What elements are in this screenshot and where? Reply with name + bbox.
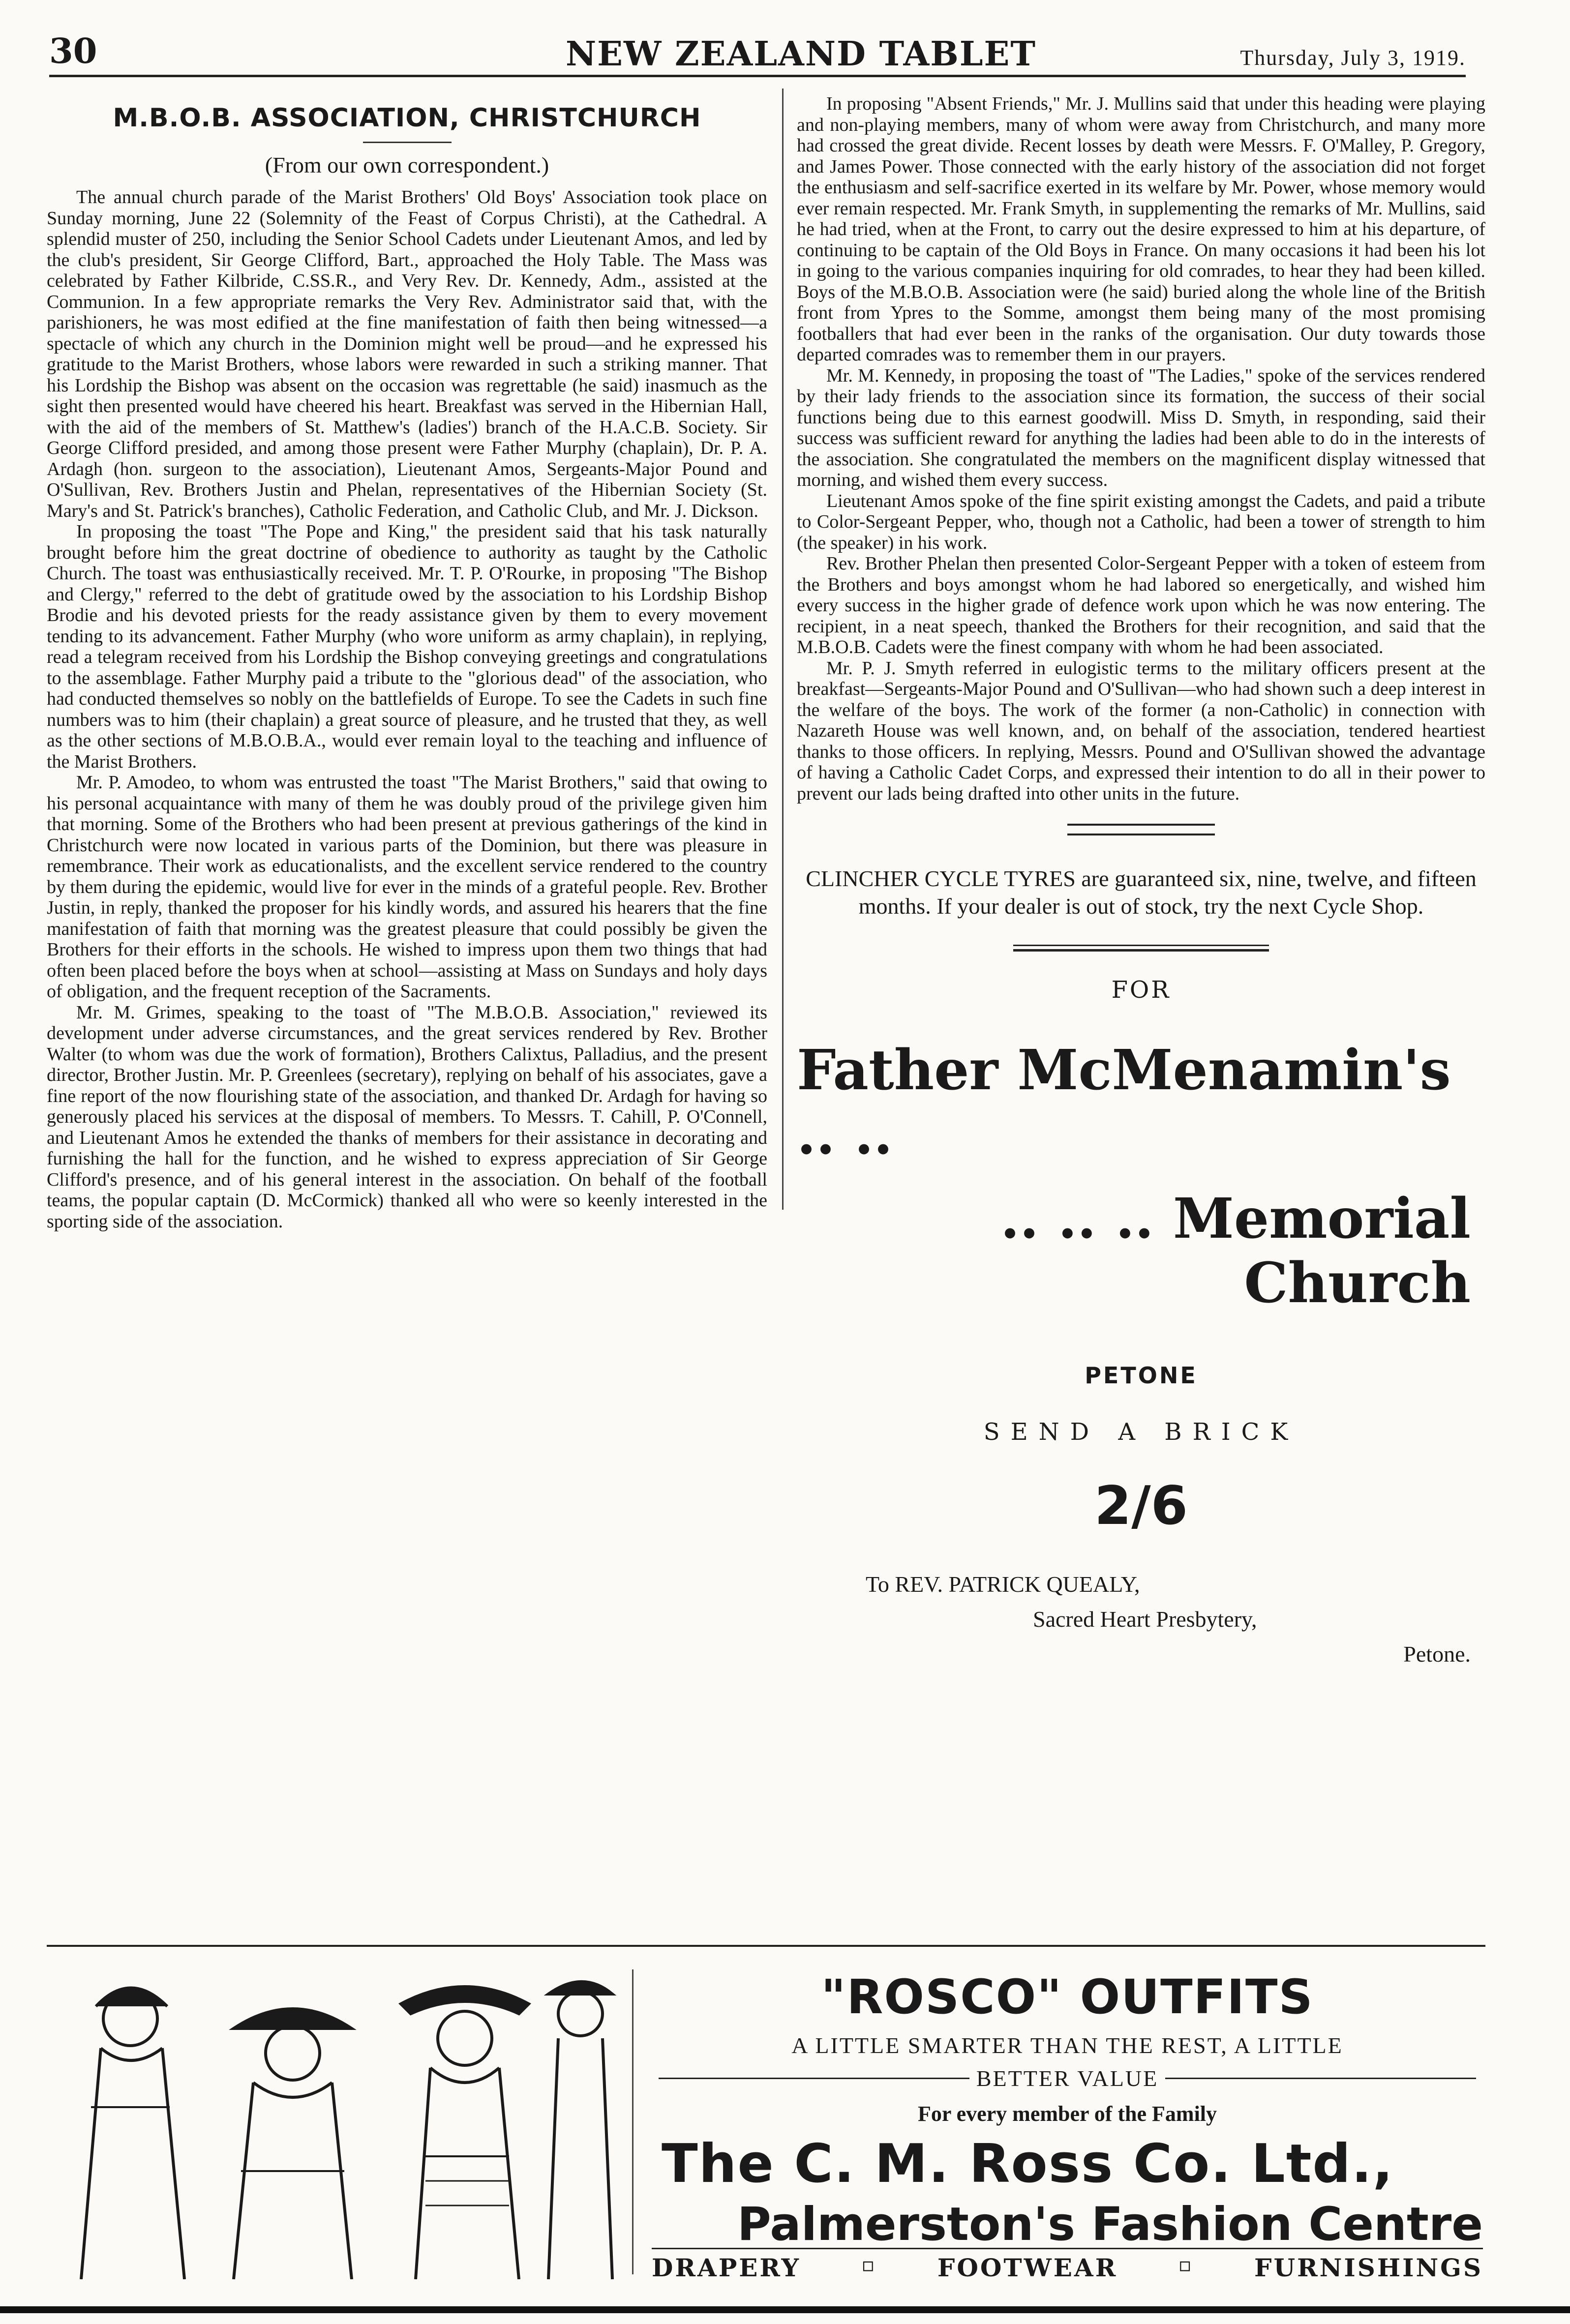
rosco-outfits-ad [47,1960,1485,2289]
ad-price: 2/6 [1094,1475,1188,1537]
article-paragraph: Mr. M. Kennedy, in proposing the toast of "The Ladies," spoke of the services rendered by their lady friends to the association since its formation, the success of their social functions being due to this earnest goodwill. Miss D. Smyth, in responding, said their success was sufficient reward for anything the ladies had been able to do in the interests of the association. She congratulated the members on the magnificent display witnessed that morning, and wished them every success. [797,365,1485,490]
ad-for-label: FOR [1111,976,1171,1004]
bullet-icon: ▫ [1178,2253,1194,2276]
category-drapery: DRAPERY [652,2253,801,2282]
figure-woman-left [81,1988,184,2280]
article-paragraph: Mr. P. J. Smyth referred in eulogistic terms to the military officers present at the breakfast—Sergeants-Major Pound and O'Sullivan—who had shown such a deep interest in the welfare of the boys. The work of the former (a non-Catholic) in connection with Nazareth House was well known, and, on behalf of the association, tendered heartiest thanks to those officers. In replying, Messrs. Pound and O'Sullivan showed the advantage of having a Catholic Cadet Corps, and expressed their intention to do all in their power to prevent our lads being drafted into other units in the future. [797,657,1485,804]
masthead [49,26,1466,77]
rosco-title: "ROSCO" OUTFITS [821,1969,1314,2025]
article-title: M.B.O.B. ASSOCIATION, CHRISTCHURCH [113,103,701,133]
memorial-church-ad [797,976,1485,1665]
article-paragraph: Lieutenant Amos spoke of the fine spirit existing amongst the Cadets, and paid a tribute to Color-Sergeant Pepper, who, though not a Catholic, had been a tower of strength to him (the speaker) in his work. [797,490,1485,553]
article-paragraph: In proposing "Absent Friends," Mr. J. Mullins said that under this heading were playing and non-playing members, many of whom were away from Christchurch, and many more had crossed the great divide. Recent losses by death were Messrs. F. O'Malley, P. Gregory, and James Power. Those connected with the early history of the association did not forget the enthusiasm and self-sacrifice exerted in its welfare by Mr. Power, whose memory would ever remain respected. Mr. Frank Smyth, in supplementing the remarks of Mr. Mullins, said he had tried, when at the Front, to carry out the desire expressed to him at his departure, of continuing to be captain of the Old Boys in France. On many occasions it had been his lot in going to the various companies inquiring for old comrades, to hear they had been killed. Boys of the M.B.O.B. Association were (he said) buried along the whole line of the British front from Ypres to the Somme, amongst them being many of the most promising footballers that had ever been in the ranks of the organisation. Our duty towards those departed comrades was to remember them in our prayers. [797,93,1485,365]
title-rule [363,142,452,143]
issue-date: Thursday, July 3, 1919. [1240,46,1466,70]
article-paragraph: In proposing the toast "The Pope and King," the president said that his task naturally brought before him the great doctrine of obedience to authority as taught by the Catholic Church. The toast was enthusiastically received. Mr. T. P. O'Rourke, in proposing "The Bishop and Clergy," referred to the debt of gratitude owed by the association to his Lordship Bishop Brodie and his devoted priests for the ready assistance given by them to every movement tending to its advancement. Father Murphy (who wore uniform as army chaplain), in replying, read a telegram received from his Lordship the Bishop conveying greetings and congratulations to the assemblage. Father Murphy paid a tribute to the "glorious dead" of the association, who had conducted themselves so nobly on the battlefields of Europe. To see the Cadets in such fine numbers was to him (their chaplain) a great source of pleasure, and he trusted that they, as well as the other sections of M.B.O.B.A., would ever remain loyal to the teaching and influence of the Marist Brothers. [47,521,767,772]
page-number: 30 [49,30,97,71]
rosco-tagline-2-row [652,2065,1483,2091]
category-furnishings: FURNISHINGS [1254,2253,1483,2282]
article-paragraph: Mr. P. Amodeo, to whom was entrusted the toast "The Marist Brothers," said that owing to his personal acquaintance with many of them he was doubly proud of the privilege given him that morning. Some of the Brothers who had been present at previous gatherings of the kind in Christchurch were now located in various parts of the Dominion, but there was pleasure in remembrance. Their work as educationalists, and the excellent service rendered to the country by them during the epidemic, would live for ever in the minds of a grateful people. Rev. Brother Justin, in reply, thanked the proposer for his kindly words, and assured his hearers that the fine manifestation of faith that morning was the greatest pleasure that could possibly be given the Brothers for their efforts in the schools. He wished to impress upon them two things that had often been placed before the boys when at school—assisting at Mass on Sundays and holy days of obligation, and the frequent reception of the Sacraments. [47,772,767,1002]
article-paragraph: Rev. Brother Phelan then presented Color-Sergeant Pepper with a token of esteem from the Brothers and boys amongst whom he had labored so energetically, and wished him every success in the higher grade of defence work upon which he was now entering. The recipient, in a neat speech, thanked the Brothers for their recognition, and said that the M.B.O.B. Cadets were the finest company with whom he had been associated. [797,553,1485,657]
rosco-tagline-2: BETTER VALUE [976,2066,1159,2091]
fashion-illustration [47,1960,617,2279]
bullet-icon: ▫ [861,2253,877,2276]
rosco-fashion-centre: Palmerston's Fashion Centre [737,2198,1483,2251]
figure-woman-far-right [548,1982,612,2279]
ad-presbytery: Sacred Heart Presbytery, [1033,1607,1257,1632]
rule-right [1165,2078,1476,2079]
figure-woman-center [234,2009,352,2279]
rule-left [659,2078,969,2079]
article-paragraph: Mr. M. Grimes, speaking to the toast of "The M.B.O.B. Association," reviewed its development under adverse circumstances, and the great services rendered by Rev. Brother Walter (to whom was due the work of formation), Brothers Calixtus, Palladius, and the present director, Brother Justin. Mr. P. Greenlees (secretary), replying on behalf of his associates, gave a fine report of the now flourishing state of the association, and thanked Dr. Ardagh for having so generously placed his services at the disposal of members. To Messrs. T. Cahill, P. O'Connell, and Lieutenant Amos he extended the thanks of members for their assistance in decorating and furnishing the hall for the function, and he wished to express appreciation of Sir George Clifford's presence, and of his general interest in the association. On behalf of the football teams, the popular captain (D. McCormick) thanked all who were so keenly interested in the sporting side of the association. [47,1002,767,1232]
column-divider [782,89,784,1210]
ad-divider [632,1969,634,2274]
page-bottom-rule [0,2306,1570,2313]
ad-headline-1: Father McMenamin's .. .. [797,1038,1451,1167]
article-body [47,187,767,1232]
category-footwear: FOOTWEAR [937,2253,1118,2282]
ad-place: PETONE [1085,1362,1198,1389]
tyres-notice: CLINCHER CYCLE TYRES are guaranteed six, nine, twelve, and fifteen months. If your dealer is out of stock, try the next Cycle Shop. [806,866,1477,919]
section-rule [47,1945,1485,1947]
ad-town: Petone. [1403,1641,1471,1667]
ad-recipient: To REV. PATRICK QUEALY, [866,1572,1140,1597]
rosco-company: The C. M. Ross Co. Ltd., [662,2133,1394,2195]
article-paragraph: The annual church parade of the Marist Brothers' Old Boys' Association took place on Sunday morning, June 22 (Solemnity of the Feast of Corpus Christi), at the Cathedral. A splendid muster of 250, including the Senior School Cadets under Lieutenant Amos, and led by the club's president, Sir George Clifford, Bart., approached the Holy Table. The Mass was celebrated by Father Kilbride, C.SS.R., and Very Rev. Dr. Kennedy, Adm., assisted at the Communion. In a few appropriate remarks the Very Rev. Administrator said that, with the parishioners, he was most edified at the fine manifestation of faith then being witnessed—a spectacle of which any church in the Dominion might well be proud—and he expressed his gratitude to the Marist Brothers, whose labors were rewarded in such a striking manner. That his Lordship the Bishop was absent on the occasion was regrettable (he said) inasmuch as the sight then presented would have cheered his heart. Breakfast was served in the Hibernian Hall, with the aid of the members of St. Matthew's (ladies') branch of the H.A.C.B. Society. Sir George Clifford presided, and among those present were Father Murphy (chaplain), Dr. P. A. Ardagh (hon. surgeon to the association), Lieutenant Amos, Sergeants-Major Pound and O'Sullivan, Rev. Brothers Justin and Phelan, representatives of the Hibernian Society (St. Mary's and St. Patrick's branches), Catholic Federation, and Catholic Club, and Mr. J. Dickson. [47,187,767,521]
left-column [47,93,767,1232]
ad-headline-2: .. .. .. Memorial Church [1000,1187,1471,1315]
double-rule [1013,945,1269,952]
ad-send-brick: SEND A BRICK [983,1418,1299,1446]
rosco-ad-copy [652,1960,1483,2282]
rosco-categories [652,2248,1483,2282]
right-column [797,93,1485,1665]
figure-woman-right [401,1987,529,2279]
publication-name: NEW ZEALAND TABLET [566,34,1036,74]
rosco-tagline-3: For every member of the Family [917,2102,1217,2126]
double-rule [1067,824,1215,835]
rosco-tagline-1: A LITTLE SMARTER THAN THE REST, A LITTLE [791,2033,1343,2058]
article-continued [797,93,1485,804]
article-byline: (From our own correspondent.) [265,152,549,178]
